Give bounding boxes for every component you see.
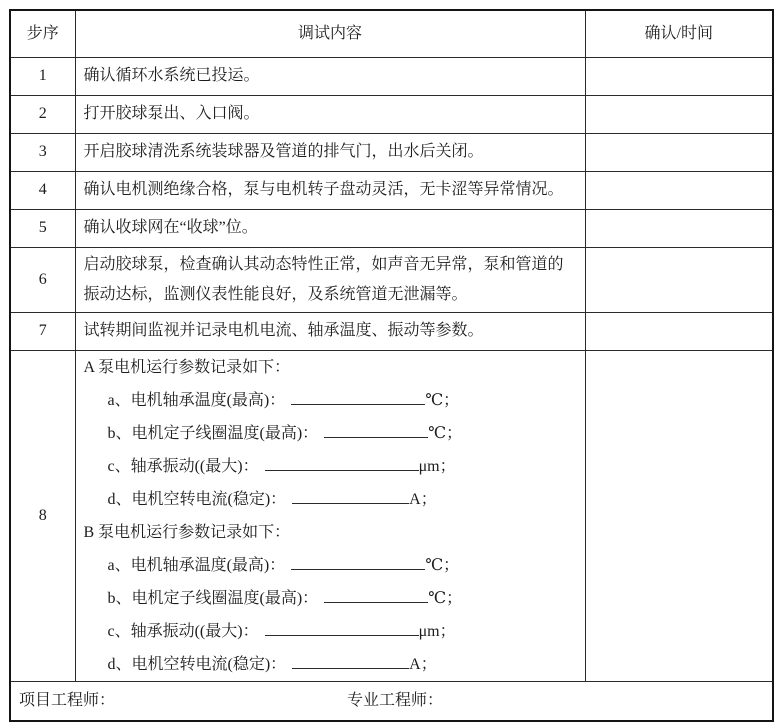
fill-in-blank bbox=[324, 422, 428, 438]
confirm-cell bbox=[585, 312, 773, 350]
param-line-a bbox=[84, 549, 579, 582]
step-cell: 2 bbox=[10, 95, 75, 133]
param-label: d、电机空转电流(稳定)： bbox=[107, 490, 287, 508]
param-line-b bbox=[84, 582, 579, 615]
step-cell: 1 bbox=[10, 57, 75, 95]
fill-in-blank bbox=[291, 554, 425, 570]
confirm-cell bbox=[585, 57, 773, 95]
param-line-b bbox=[84, 417, 579, 450]
param-label: c、轴承振动((最大)： bbox=[107, 622, 259, 640]
content-cell: 确认收球网在“收球”位。 bbox=[75, 209, 585, 247]
step-cell: 3 bbox=[10, 133, 75, 171]
param-label: b、电机定子线圈温度(最高)： bbox=[107, 589, 319, 607]
fill-in-blank bbox=[291, 389, 425, 405]
step-cell: 6 bbox=[10, 247, 75, 312]
footer-row bbox=[10, 681, 773, 721]
commissioning-table bbox=[9, 9, 774, 722]
content-cell: 开启胶球清洗系统装球器及管道的排气门，出水后关闭。 bbox=[75, 133, 585, 171]
section-b-title: B 泵电机运行参数记录如下： bbox=[83, 523, 291, 541]
content-cell: 确认循环水系统已投运。 bbox=[75, 57, 585, 95]
fill-in-blank bbox=[292, 488, 409, 504]
confirm-cell bbox=[585, 350, 773, 681]
specialty-engineer-label: 专业工程师： bbox=[347, 691, 444, 709]
header-step: 步序 bbox=[10, 10, 75, 57]
table-row bbox=[10, 209, 773, 247]
param-line-d bbox=[84, 648, 579, 681]
confirm-cell bbox=[585, 247, 773, 312]
param-label: a、电机轴承温度(最高)： bbox=[107, 391, 286, 409]
content-cell: 确认电机测绝缘合格，泵与电机转子盘动灵活，无卡涩等异常情况。 bbox=[75, 171, 585, 209]
param-line-c bbox=[84, 450, 579, 483]
param-line-d bbox=[84, 483, 579, 516]
fill-in-blank bbox=[324, 587, 428, 603]
document-page bbox=[9, 9, 772, 719]
confirm-cell bbox=[585, 209, 773, 247]
table-row bbox=[10, 133, 773, 171]
project-engineer-label: 项目工程师： bbox=[19, 691, 116, 709]
content-cell: 试转期间监视并记录电机电流、轴承温度、振动等参数。 bbox=[75, 312, 585, 350]
content-cell: 启动胶球泵，检查确认其动态特性正常，如声音无异常，泵和管道的振动达标，监测仪表性能良好，及系统管道无泄漏等。 bbox=[75, 247, 585, 312]
table-row bbox=[10, 57, 773, 95]
fill-in-blank bbox=[265, 620, 419, 636]
param-line-a bbox=[84, 384, 579, 417]
content-cell-step8 bbox=[75, 350, 585, 681]
table-row bbox=[10, 171, 773, 209]
param-line-c bbox=[84, 615, 579, 648]
param-unit: ℃； bbox=[425, 556, 460, 574]
param-unit: μm； bbox=[418, 457, 456, 475]
param-unit: ℃； bbox=[425, 391, 460, 409]
table-row-step8 bbox=[10, 350, 773, 681]
param-unit: A； bbox=[409, 490, 437, 508]
step-cell: 8 bbox=[10, 350, 75, 681]
step-cell: 4 bbox=[10, 171, 75, 209]
header-row bbox=[10, 10, 773, 57]
header-confirm: 确认/时间 bbox=[585, 10, 773, 57]
param-label: b、电机定子线圈温度(最高)： bbox=[107, 424, 319, 442]
param-label: c、轴承振动((最大)： bbox=[107, 457, 259, 475]
param-unit: A； bbox=[409, 655, 437, 673]
section-a-title: A 泵电机运行参数记录如下： bbox=[83, 358, 291, 376]
content-cell: 打开胶球泵出、入口阀。 bbox=[75, 95, 585, 133]
param-unit: ℃； bbox=[428, 424, 463, 442]
signature-cell bbox=[10, 681, 773, 721]
param-label: d、电机空转电流(稳定)： bbox=[107, 655, 287, 673]
confirm-cell bbox=[585, 95, 773, 133]
confirm-cell bbox=[585, 171, 773, 209]
step-cell: 5 bbox=[10, 209, 75, 247]
fill-in-blank bbox=[265, 455, 419, 471]
step-cell: 7 bbox=[10, 312, 75, 350]
table-row bbox=[10, 312, 773, 350]
param-label: a、电机轴承温度(最高)： bbox=[107, 556, 286, 574]
param-unit: μm； bbox=[418, 622, 456, 640]
confirm-cell bbox=[585, 133, 773, 171]
table-row bbox=[10, 247, 773, 312]
header-content: 调试内容 bbox=[75, 10, 585, 57]
table-row bbox=[10, 95, 773, 133]
fill-in-blank bbox=[292, 653, 409, 669]
param-unit: ℃； bbox=[428, 589, 463, 607]
